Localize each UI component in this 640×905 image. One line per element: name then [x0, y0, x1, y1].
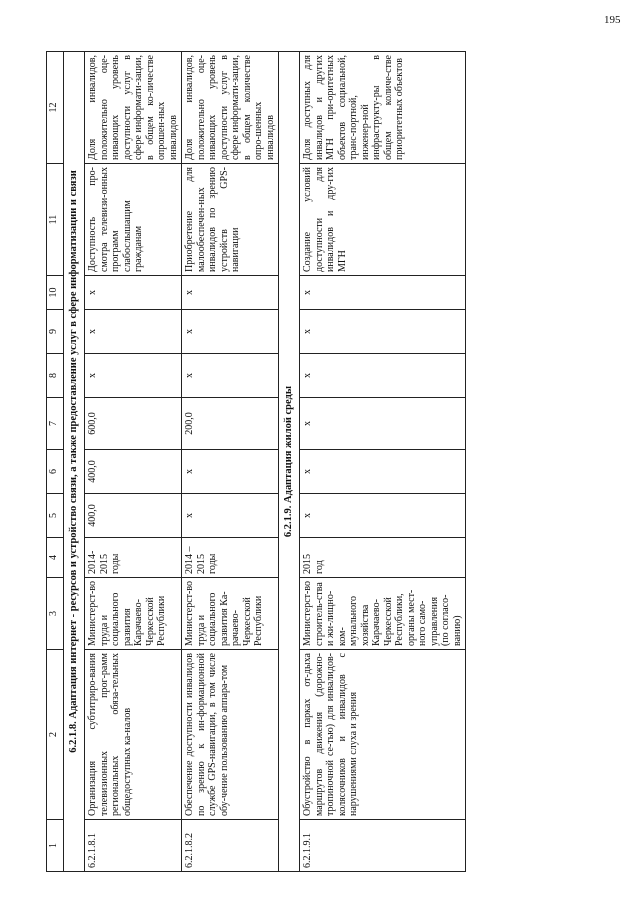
measure-value-col7: 600,0 [85, 398, 182, 450]
column-header: 1 [47, 820, 64, 872]
measure-id: 6.2.1.8.1 [85, 820, 182, 872]
measure-value-col8: x [182, 354, 279, 398]
measure-indicator: Доля инвалидов, положительно оце-нивающих уровень доступности услуг в сфере информати-зации, в общем ко-личестве опрошен-ных инвалидов [85, 52, 182, 164]
measure-indicator: Доля инвалидов, положительно оце-нивающих уровень доступности услуг в сфере информати-зации, в общем количестве опро-шенных инвалидов [182, 52, 279, 164]
column-header: 4 [47, 538, 64, 578]
measure-value-col8: x [85, 354, 182, 398]
measure-id: 6.2.1.9.1 [300, 820, 466, 872]
measure-value-col9: x [300, 310, 466, 354]
column-header: 9 [47, 310, 64, 354]
table-row [85, 52, 182, 872]
measure-value-col6: x [300, 450, 466, 494]
measure-value-col10: x [85, 276, 182, 310]
column-header: 3 [47, 578, 64, 650]
table-row [300, 52, 466, 872]
measure-name: Обустройство в парках от-дыха маршрутов движения (дорожно-тропиночной се-тью) для инвалидов-колясочников и инвалидов с нарушениями слуха и зрения [300, 650, 466, 820]
measure-value-col6: 400,0 [85, 450, 182, 494]
column-header: 5 [47, 494, 64, 538]
measure-result: Доступность про-смотра телевизи-онных программ слабослышащим гражданам [85, 164, 182, 276]
column-header: 12 [47, 52, 64, 164]
measure-executor: Министерст-во труда и социального развития Карачаево-Черкесской Республики [85, 578, 182, 650]
column-header: 8 [47, 354, 64, 398]
measure-value-col6: x [182, 450, 279, 494]
measure-value-col7: x [300, 398, 466, 450]
measure-result: Приобретение для малообеспечен-ных инвалидов по зрению устройств GPS-навигации [182, 164, 279, 276]
measure-executor: Министерст-во строитель-ства и жи-лищно-ком-мунального хозяйства Карачаево-Черкесской Республики, органы мест-ного само-управления (по согласо-ванию) [300, 578, 466, 650]
measure-value-col9: x [182, 310, 279, 354]
measure-name: Организация субтитриро-вания телевизионных прог-рамм региональных обяза-тельных общедоступных ка-налов [85, 650, 182, 820]
column-header: 2 [47, 650, 64, 820]
measure-value-col5: 400,0 [85, 494, 182, 538]
measure-name: Обеспечение доступности инвалидов по зрению к ин-формационной службе GPS-навигации, в том числе обу-чение пользованию аппара-том [182, 650, 279, 820]
table-row [182, 52, 279, 872]
column-header: 10 [47, 276, 64, 310]
column-header: 6 [47, 450, 64, 494]
measure-executor: Министерст-во труда и социального развития Ка-рачаево-Черкесской Республики [182, 578, 279, 650]
rotated-content [46, 52, 596, 872]
section-heading-row [279, 52, 300, 872]
measure-value-col5: x [300, 494, 466, 538]
measure-value-col9: x [85, 310, 182, 354]
measure-value-col10: x [300, 276, 466, 310]
measure-indicator: Доля доступных для инвалидов и других МГН при-оритетных объектов социальной, транс-портной, инженер-ной инфраструкту-ры в общем количе-стве приоритетных объектов [300, 52, 466, 164]
column-number-header-row [47, 52, 64, 872]
measure-value-col8: x [300, 354, 466, 398]
column-header: 11 [47, 164, 64, 276]
measure-period: 2014 – 2015 годы [182, 538, 279, 578]
measure-result: Создание условий доступности для инвалидов и дру-гих МГН [300, 164, 466, 276]
measure-id: 6.2.1.8.2 [182, 820, 279, 872]
program-measures-table [46, 51, 466, 872]
measure-period: 2014-2015 годы [85, 538, 182, 578]
measure-value-col5: x [182, 494, 279, 538]
measure-value-col7: 200,0 [182, 398, 279, 450]
section-heading-row [64, 52, 85, 872]
section-title: 6.2.1.9. Адаптация жилой среды [279, 52, 300, 872]
measure-value-col10: x [182, 276, 279, 310]
page-number: 195 [604, 14, 621, 26]
column-header: 7 [47, 398, 64, 450]
measure-period: 2015 год [300, 538, 466, 578]
section-title: 6.2.1.8. Адаптация интернет - ресурсов и устройство связи, а также предоставление услуг в сфере информатизации и связи [64, 52, 85, 872]
